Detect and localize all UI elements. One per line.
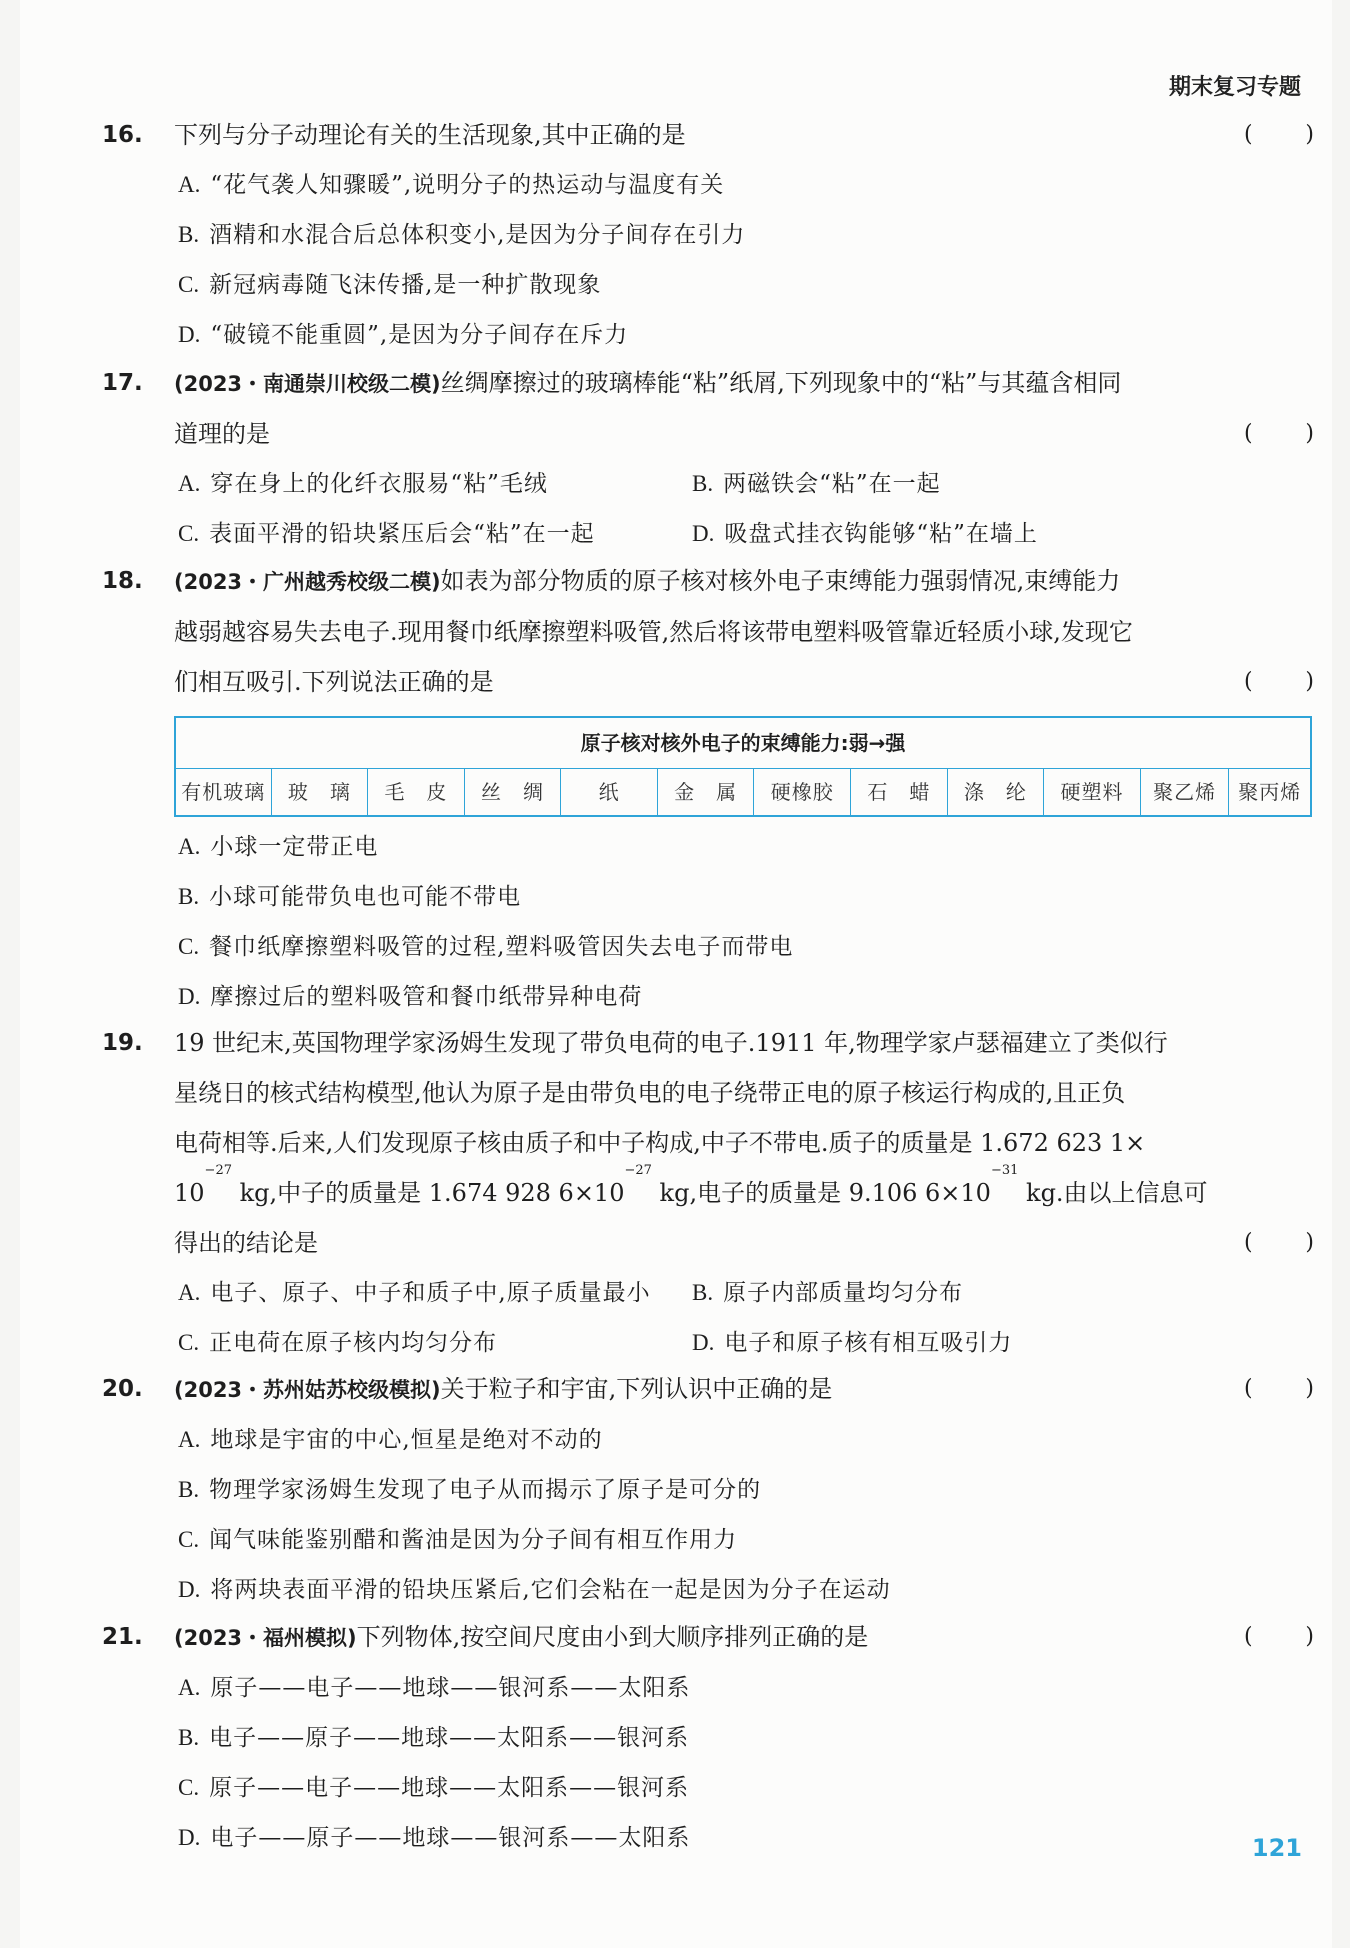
options bbox=[104, 1415, 1314, 1615]
option-d: D. 摩擦过后的塑料吸管和餐巾纸带异种电荷 bbox=[178, 984, 643, 1010]
stem-line: 道理的是 ( ) bbox=[174, 420, 1314, 448]
table-cell: 玻 璃 bbox=[271, 769, 368, 815]
question-source: (2023・广州越秀校级二模) bbox=[174, 570, 441, 594]
page bbox=[20, 0, 1332, 1948]
question-19 bbox=[104, 1018, 1314, 1368]
question-stem bbox=[104, 556, 1314, 707]
option-c: C. 闻气味能鉴别醋和酱油是因为分子间有相互作用力 bbox=[178, 1527, 738, 1553]
question-source: (2023・苏州姑苏校级模拟) bbox=[174, 1378, 441, 1402]
question-stem bbox=[104, 1364, 1314, 1415]
options bbox=[104, 1663, 1314, 1863]
option-c: C. 表面平滑的铅块紧压后会“粘”在一起 bbox=[178, 521, 595, 547]
option-d: D. 电子——原子——地球——银河系——太阳系 bbox=[178, 1825, 691, 1851]
option-a: A. 地球是宇宙的中心,恒星是绝对不动的 bbox=[178, 1427, 603, 1453]
table-cell: 硬塑料 bbox=[1043, 769, 1140, 815]
options bbox=[104, 459, 1314, 559]
table-cell: 涤 纶 bbox=[947, 769, 1044, 815]
option-c: C. 原子——电子——地球——太阳系——银河系 bbox=[178, 1775, 690, 1801]
option-c: C. 正电荷在原子核内均匀分布 bbox=[178, 1330, 498, 1356]
option-c: C. 新冠病毒随飞沫传播,是一种扩散现象 bbox=[178, 272, 602, 298]
stem-line: 下列与分子动理论有关的生活现象,其中正确的是 ( ) bbox=[174, 121, 1314, 149]
question-number: 19. bbox=[102, 1030, 143, 1056]
question-number: 18. bbox=[102, 568, 143, 594]
stem-line: 19 世纪末,英国物理学家汤姆生发现了带负电荷的电子.1911 年,物理学家卢瑟福建立了类似行 bbox=[174, 1029, 1168, 1057]
option-a: A. “花气袭人知骤暖”,说明分子的热运动与温度有关 bbox=[178, 172, 725, 198]
question-20 bbox=[104, 1364, 1314, 1615]
stem-line: 得出的结论是 ( ) bbox=[174, 1229, 1314, 1257]
options bbox=[104, 160, 1314, 360]
table-cell: 硬橡胶 bbox=[753, 769, 850, 815]
table-cell: 聚乙烯 bbox=[1140, 769, 1229, 815]
question-number: 17. bbox=[102, 370, 143, 396]
option-d: D. “破镜不能重圆”,是因为分子间存在斥力 bbox=[178, 322, 629, 348]
option-a: A. 小球一定带正电 bbox=[178, 834, 379, 860]
option-a: A. 穿在身上的化纤衣服易“粘”毛绒 bbox=[178, 471, 548, 497]
option-a: A. 原子——电子——地球——银河系——太阳系 bbox=[178, 1675, 691, 1701]
table-cell: 有机玻璃 bbox=[181, 780, 266, 804]
section-title: 期末复习专题 bbox=[1168, 75, 1301, 100]
option-b: B. 电子——原子——地球——太阳系——银河系 bbox=[178, 1725, 690, 1751]
options bbox=[104, 822, 1314, 1022]
option-b: B. 原子内部质量均匀分布 bbox=[692, 1280, 964, 1306]
question-stem bbox=[104, 1018, 1314, 1268]
question-21 bbox=[104, 1612, 1314, 1863]
question-stem bbox=[104, 358, 1314, 459]
question-18 bbox=[104, 556, 1314, 707]
question-number: 16. bbox=[102, 122, 143, 148]
option-b: B. 两磁铁会“粘”在一起 bbox=[692, 471, 941, 497]
option-a: A. 电子、原子、中子和质子中,原子质量最小 bbox=[178, 1280, 651, 1306]
stem-line: 星绕日的核式结构模型,他认为原子是由带负电的电子绕带正电的原子核运行构成的,且正负 bbox=[174, 1079, 1126, 1107]
table-cell: 石 蜡 bbox=[850, 769, 947, 815]
question-number: 21. bbox=[102, 1624, 143, 1650]
table-cell: 聚丙烯 bbox=[1228, 769, 1310, 815]
question-stem bbox=[104, 110, 1314, 160]
table-cell: 纸 bbox=[560, 769, 657, 815]
option-d: D. 电子和原子核有相互吸引力 bbox=[692, 1330, 1013, 1356]
stem-line: (2023・苏州姑苏校级模拟)关于粒子和宇宙,下列认识中正确的是 ( ) bbox=[174, 1375, 1314, 1403]
stem-line: 电荷相等.后来,人们发现原子核由质子和中子构成,中子不带电.质子的质量是 1.672 623 1× bbox=[174, 1129, 1146, 1157]
binding-ability-table bbox=[174, 716, 1312, 817]
table-cell: 丝 绸 bbox=[464, 769, 561, 815]
table-row bbox=[176, 769, 1310, 815]
option-d: D. 将两块表面平滑的铅块压紧后,它们会粘在一起是因为分子在运动 bbox=[178, 1577, 891, 1603]
table-title: 原子核对核外电子的束缚能力:弱→强 bbox=[176, 718, 1310, 769]
table-cell: 金 属 bbox=[657, 769, 754, 815]
table-cell: 毛 皮 bbox=[367, 769, 464, 815]
question-number: 20. bbox=[102, 1376, 143, 1402]
stem-line: (2023・南通崇川校级二模)丝绸摩擦过的玻璃棒能“粘”纸屑,下列现象中的“粘”与其蕴含相同 bbox=[174, 369, 1122, 397]
option-b: B. 物理学家汤姆生发现了电子从而揭示了原子是可分的 bbox=[178, 1477, 762, 1503]
question-16 bbox=[104, 110, 1314, 360]
stem-line: (2023・广州越秀校级二模)如表为部分物质的原子核对核外电子束缚能力强弱情况,束缚能力 bbox=[174, 567, 1121, 595]
question-source: (2023・南通崇川校级二模) bbox=[174, 372, 441, 396]
stem-line: 越弱越容易失去电子.现用餐巾纸摩擦塑料吸管,然后将该带电塑料吸管靠近轻质小球,发现它 bbox=[174, 618, 1133, 646]
stem-line: (2023・福州模拟)下列物体,按空间尺度由小到大顺序排列正确的是 ( ) bbox=[174, 1623, 1314, 1651]
option-b: B. 酒精和水混合后总体积变小,是因为分子间存在引力 bbox=[178, 222, 746, 248]
question-source: (2023・福州模拟) bbox=[174, 1626, 357, 1650]
option-b: B. 小球可能带负电也可能不带电 bbox=[178, 884, 522, 910]
stem-line: 们相互吸引.下列说法正确的是 ( ) bbox=[174, 668, 1314, 696]
option-d: D. 吸盘式挂衣钩能够“粘”在墙上 bbox=[692, 521, 1038, 547]
question-18-options bbox=[104, 822, 1314, 1022]
stem-line: $10^{-27}$ kg,中子的质量是 1.674 928 $6\times 10^{-27}$ kg,电子的质量是 9.106 $6\times 10^{-31}$ kg.由以上信息可 bbox=[174, 1163, 1208, 1207]
page-number: 121 bbox=[1251, 1834, 1302, 1862]
question-17 bbox=[104, 358, 1314, 559]
options bbox=[104, 1268, 1314, 1368]
option-c: C. 餐巾纸摩擦塑料吸管的过程,塑料吸管因失去电子而带电 bbox=[178, 934, 794, 960]
question-stem bbox=[104, 1612, 1314, 1663]
arrow-right-icon: → bbox=[868, 731, 886, 755]
